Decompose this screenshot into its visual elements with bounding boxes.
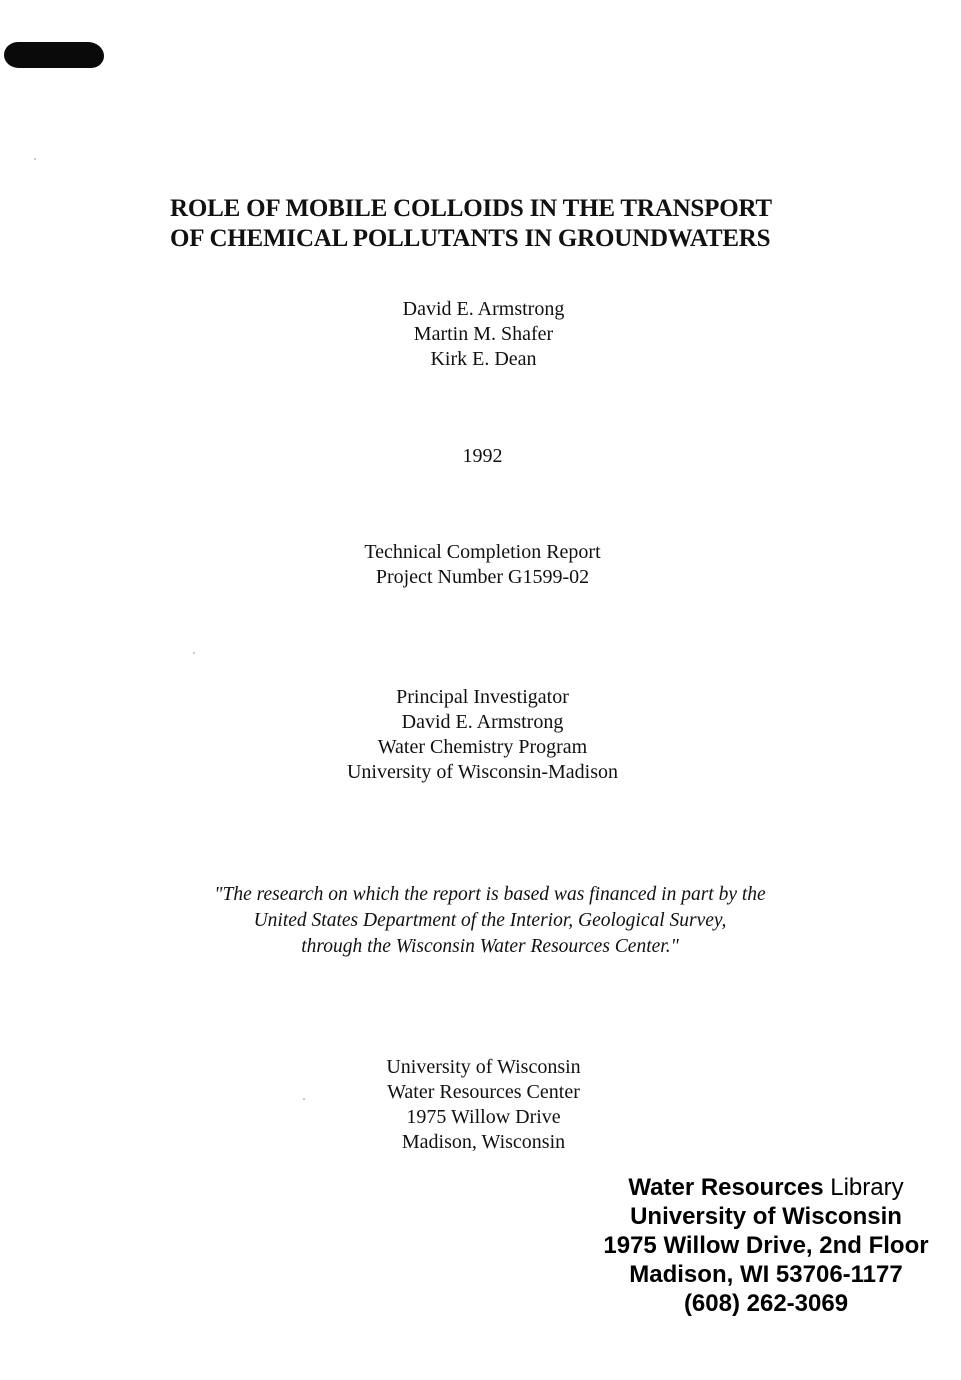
address-line: University of Wisconsin xyxy=(386,1056,581,1078)
report-info xyxy=(2,540,961,590)
funding-line: "The research on which the report is based was financed in part by the xyxy=(214,884,766,905)
funding-line: United States Department of the Interior, Geological Survey, xyxy=(253,910,727,931)
author-list xyxy=(3,297,961,372)
report-title xyxy=(170,194,810,254)
scan-speck xyxy=(34,158,36,160)
stamp-bold-text: Water Resources xyxy=(628,1174,824,1201)
author-name: Martin M. Shafer xyxy=(413,323,554,345)
funding-line: through the Wisconsin Water Resources Center." xyxy=(301,936,679,957)
address-line: Water Resources Center xyxy=(387,1081,580,1103)
stamp-light-text: Library xyxy=(830,1174,904,1201)
author-name: Kirk E. Dean xyxy=(430,348,537,370)
principal-investigator-block xyxy=(2,685,961,785)
title-line-2: OF CHEMICAL POLLUTANTS IN GROUNDWATERS xyxy=(170,225,771,252)
stamp-line: 1975 Willow Drive, 2nd Floor xyxy=(603,1232,929,1259)
pi-program: Water Chemistry Program xyxy=(377,736,588,758)
stamp-line: University of Wisconsin xyxy=(630,1203,902,1230)
author-name: David E. Armstrong xyxy=(402,298,565,320)
redaction-mark xyxy=(4,42,104,68)
pi-institution: University of Wisconsin-Madison xyxy=(346,761,619,783)
stamp-line: (608) 262-3069 xyxy=(683,1290,849,1317)
scan-speck xyxy=(193,652,195,654)
publication-year: 1992 xyxy=(462,445,503,467)
address-line: 1975 Willow Drive xyxy=(406,1106,561,1128)
publisher-address xyxy=(3,1055,961,1155)
stamp-line: Madison, WI 53706-1177 xyxy=(629,1261,903,1288)
pi-heading: Principal Investigator xyxy=(396,686,569,708)
title-line-1: ROLE OF MOBILE COLLOIDS IN THE TRANSPORT xyxy=(170,195,772,222)
library-stamp xyxy=(576,1173,956,1318)
funding-statement xyxy=(150,882,830,960)
pi-name: David E. Armstrong xyxy=(401,711,564,733)
stamp-line xyxy=(576,1173,956,1202)
address-line: Madison, Wisconsin xyxy=(401,1131,566,1153)
report-type: Technical Completion Report xyxy=(364,541,601,563)
project-number: Project Number G1599-02 xyxy=(375,566,590,588)
